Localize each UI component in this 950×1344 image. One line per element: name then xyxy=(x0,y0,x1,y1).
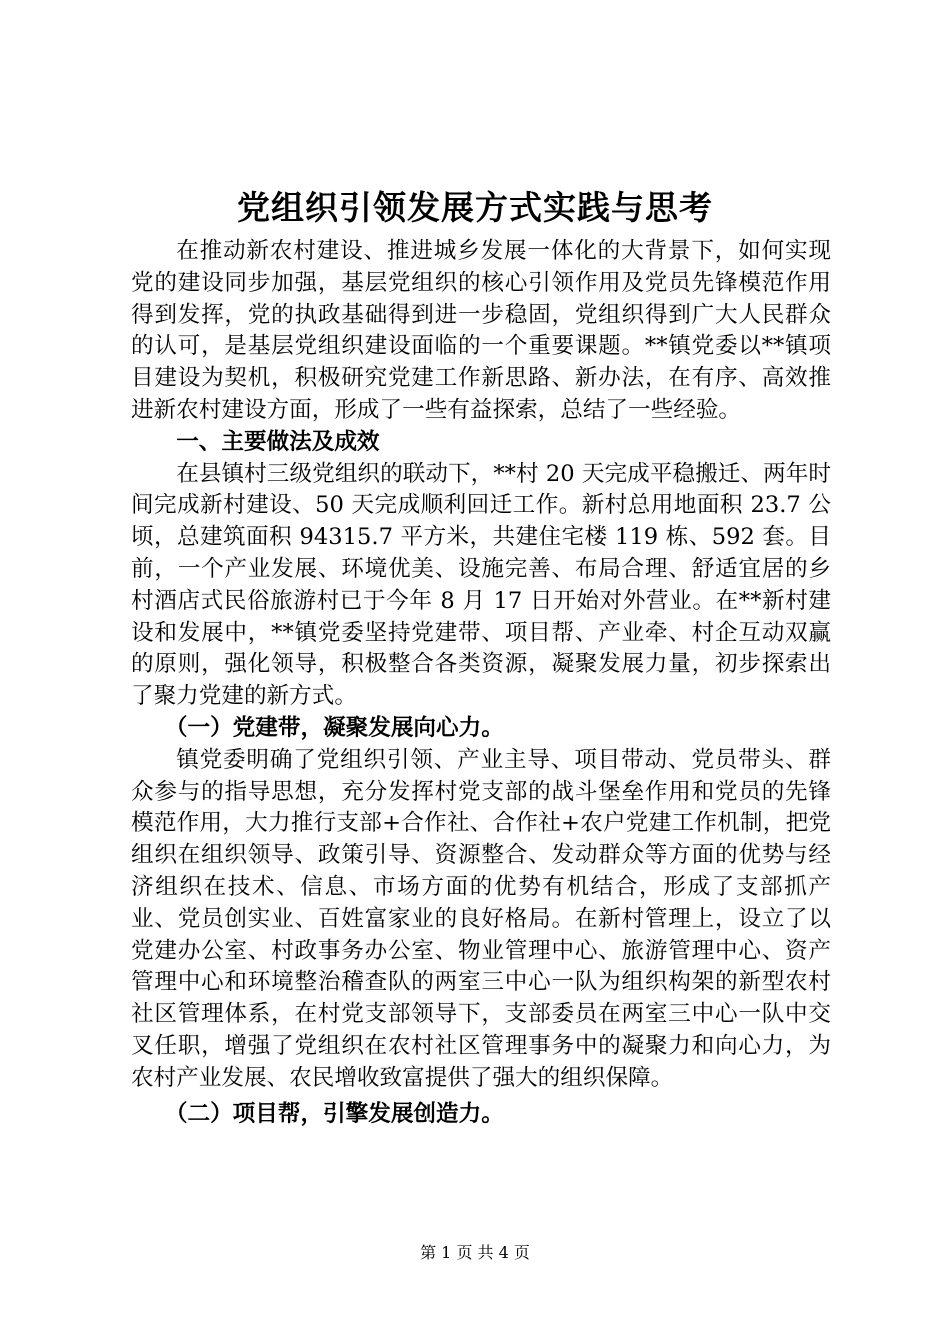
document-body xyxy=(131,236,831,1130)
section-heading-main-practices: 一、主要做法及成效 xyxy=(176,428,380,455)
document-title: 党组织引领发展方式实践与思考 xyxy=(237,188,713,227)
section-paragraph-main-practices: 在县镇村三级党组织的联动下，**村 20 天完成平稳搬迁、两年时间完成新村建设、50 天完成顺利回迁工作。新村总用地面积 23.7 公顷，总建筑面积 94315.7 平方米，共建住宅楼 119 栋、592 套。目前，一个产业发展、环境优美、设施完善、布局合理、舒适宜居的乡村酒店式民俗旅游村已于今年 8 月 17 日开始对外营业。在**新村建设和发展中，**镇党委坚持党建带、项目帮、产业牵、村企互动双赢的原则，强化领导，积极整合各类资源，凝聚发展力量，初步探索出了聚力党建的新方式。 xyxy=(131,460,831,710)
page-footer: 第 1 页 共 4 页 xyxy=(420,1243,530,1262)
intro-paragraph: 在推动新农村建设、推进城乡发展一体化的大背景下，如何实现党的建设同步加强，基层党组织的核心引领作用及党员先锋模范作用得到发挥，党的执政基础得到进一步稳固，党组织得到广大人民群众的认可，是基层党组织建设面临的一个重要课题。**镇党委以**镇项目建设为契机，积极研究党建工作新思路、新办法，在有序、高效推进新农村建设方面，形成了一些有益探索，总结了一些经验。 xyxy=(131,238,831,423)
subsection-heading-party-building: （一）党建带，凝聚发展向心力。 xyxy=(164,714,504,741)
subsection-paragraph-party-building: 镇党委明确了党组织引领、产业主导、项目带动、党员带头、群众参与的指导思想，充分发挥村党支部的战斗堡垒作用和党员的先锋模范作用，大力推行支部+合作社、合作社+农户党建工作机制，把党组织在组织领导、政策引导、资源整合、发动群众等方面的优势与经济组织在技术、信息、市场方面的优势有机结合，形成了支部抓产业、党员创实业、百姓富家业的良好格局。在新村管理上，设立了以党建办公室、村政事务办公室、物业管理中心、旅游管理中心、资产管理中心和环境整治稽查队的两室三中心一队为组织构架的新型农村社区管理体系，在村党支部领导下，支部委员在两室三中心一队中交叉任职，增强了党组织在农村社区管理事务中的凝聚力和向心力，为农村产业发展、农民增收致富提供了强大的组织保障。 xyxy=(131,746,831,1091)
subsection-heading-project-support: （二）项目帮，引擎发展创造力。 xyxy=(164,1100,504,1127)
